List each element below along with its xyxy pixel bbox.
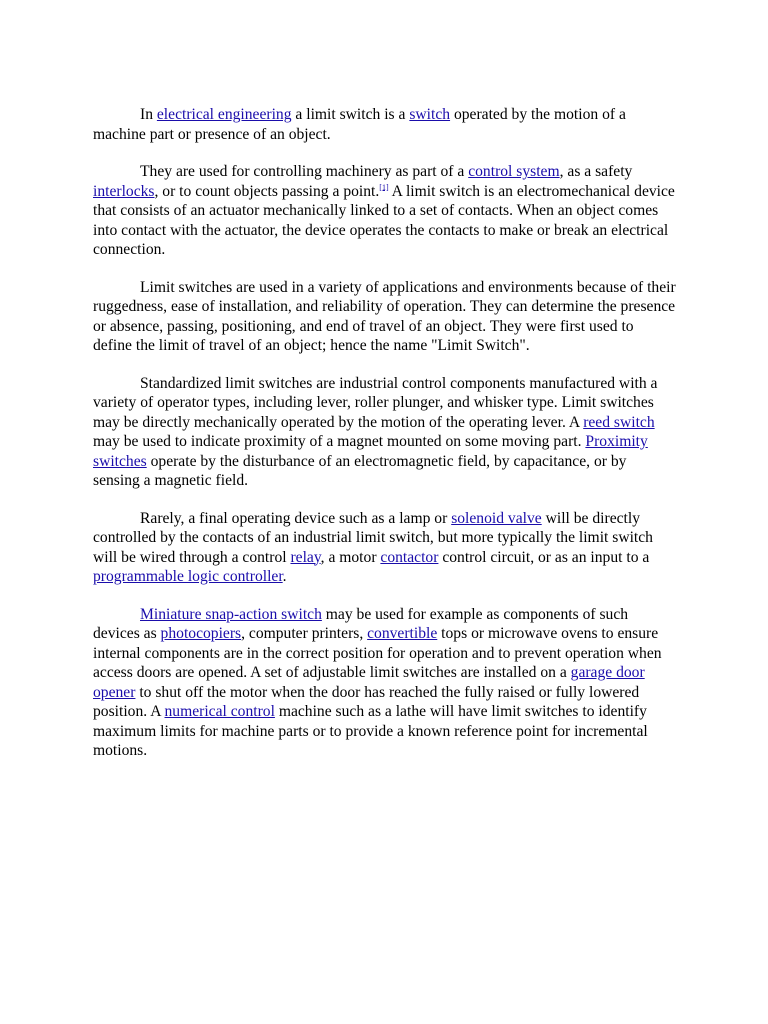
link-control-system[interactable]: control system [468,163,560,180]
paragraph-standardized [93,374,676,491]
text-run: control circuit, or as an input to a [438,548,650,566]
text-run: Standardized limit switches are industrial control components manufactured with a variety of operator types, including lever, roller plunger, and whisker type. Limit switches may be directly mechanically operated by the motion of the operating lever. A [93,374,658,431]
text-run: Limit switches are used in a variety of applications and environments because of their ruggedness, ease of installation, and reliability of operation. They can determine the presence or absence, passing, positioning, and end of travel of an object. They were first used to define the limit of travel of an object; hence the name "Limit Switch". [93,278,676,354]
text-run: will be directly controlled by the contacts of an industrial limit switch, but more typically the limit switch will be wired through a control [93,509,653,566]
paragraph-usage [93,162,676,260]
text-run: Rarely, a final operating device such as a lamp or [140,509,452,527]
link-garage-door-opener[interactable]: garage door opener [93,664,645,701]
text-run: , computer printers, [241,625,368,642]
link-photocopiers[interactable]: photocopiers [160,625,242,642]
text-run: , or to count objects passing a point. [154,182,380,200]
link-switch[interactable]: switch [409,106,451,123]
link-interlocks[interactable]: interlocks [93,182,155,200]
link-solenoid-valve[interactable]: solenoid valve [451,509,542,527]
paragraph-definition [93,105,676,144]
text-run: may be used for example as components of such devices as [93,605,629,642]
paragraph-applications [93,278,676,356]
link-relay[interactable]: relay [290,548,321,566]
text-run: tops or microwave ovens to ensure internal components are in the correct position for operation and to prevent operation when access doors are opened. A set of adjustable limit switches are installed on a [93,625,662,681]
text-run: In [140,106,157,123]
text-run: machine such as a lathe will have limit switches to identify maximum limits for machine parts or to provide a known reference point for incremental motions. [93,703,648,759]
link-proximity-switches[interactable]: Proximity switches [93,433,648,470]
link-convertible[interactable]: convertible [367,625,438,642]
text-run: may be used to indicate proximity of a magnet mounted on some moving part. [93,433,586,450]
text-run: , a motor [320,548,381,566]
link-electrical-engineering[interactable]: electrical engineering [156,106,292,123]
paragraph-miniature [93,605,676,761]
text-run: to shut off the motor when the door has reached the fully raised or fully lowered position. A [93,683,640,720]
text-run: They are used for controlling machinery as part of a [140,163,469,180]
text-run: A limit switch is an electromechanical device that consists of an actuator mechanically linked to a set of contacts. When an object comes into contact with the actuator, the device operates the contacts to make or break an electrical connection. [93,182,675,258]
text-run: operated by the motion of a machine part or presence of an object. [93,106,626,143]
text-run: operate by the disturbance of an electromagnetic field, by capacitance, or by sensing a magnetic field. [93,452,627,489]
text-run: . [282,568,287,585]
link-footnote-1[interactable]: [1] [379,182,389,192]
footnote-ref [379,182,388,191]
link-reed-switch[interactable]: reed switch [583,413,655,431]
text-run: a limit switch is a [291,106,410,123]
link-contactor[interactable]: contactor [380,548,439,566]
link-numerical-control[interactable]: numerical control [164,703,275,720]
text-run: , as a safety [559,163,633,180]
link-miniature-snap-action-switch[interactable]: Miniature snap-action switch [140,605,322,623]
paragraph-final-device [93,509,676,587]
link-programmable-logic-controller[interactable]: programmable logic controller [93,568,283,585]
